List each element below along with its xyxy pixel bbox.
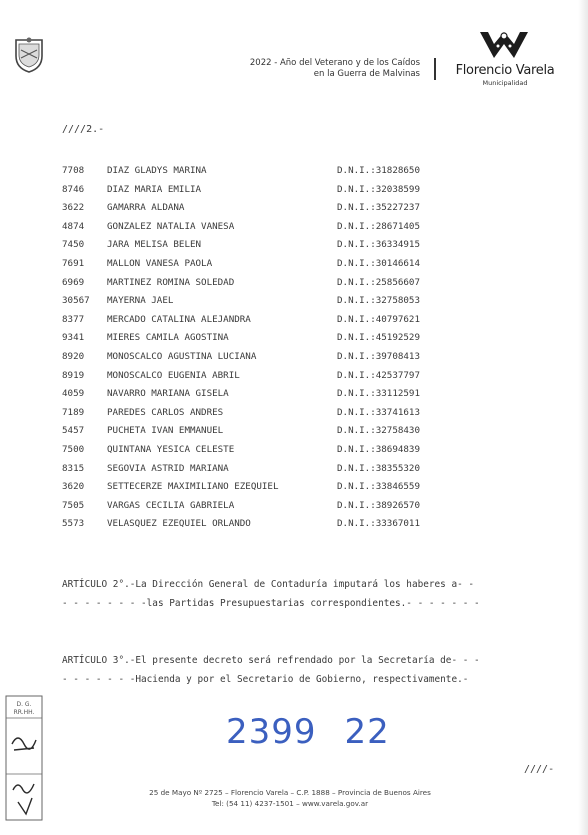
- employee-number: 4059: [62, 388, 85, 400]
- employee-dni: D.N.I.:33112591: [337, 388, 420, 400]
- stamp-line-2: RR.HH.: [13, 709, 35, 716]
- employee-name: PUCHETA IVAN EMMANUEL: [107, 425, 224, 437]
- employee-name: VELASQUEZ EZEQUIEL ORLANDO: [107, 518, 251, 530]
- page-continuation-marker: ////2.-: [62, 124, 105, 135]
- list-item: [62, 518, 452, 537]
- employee-number: 8919: [62, 369, 85, 381]
- employee-number: 7505: [62, 499, 85, 511]
- article-2-line-1: ARTÍCULO 2°.-La Dirección General de Contaduría imputará los haberes a- -: [62, 579, 475, 590]
- employee-number: 8377: [62, 313, 85, 325]
- list-item: [62, 500, 452, 519]
- hr-initials-stamp: [4, 694, 44, 824]
- list-item: [62, 239, 452, 258]
- footer: [120, 787, 460, 809]
- employee-name: MALLON VANESA PAOLA: [107, 257, 213, 269]
- employee-name: VARGAS CECILIA GABRIELA: [107, 499, 235, 511]
- employee-number: 4874: [62, 220, 85, 232]
- handwritten-initials-1: [12, 738, 36, 750]
- decree-number-stamp: [226, 712, 390, 752]
- employee-number: 7450: [62, 239, 85, 251]
- footer-address: 25 de Mayo Nº 2725 – Florencio Varela – C.P. 1888 – Provincia de Buenos Aires: [149, 788, 431, 797]
- article-2: [62, 575, 548, 613]
- employee-number: 8920: [62, 350, 85, 362]
- employee-number: 6969: [62, 276, 85, 288]
- employee-name: MERCADO CATALINA ALEJANDRA: [107, 313, 251, 325]
- employee-dni: D.N.I.:25856607: [337, 276, 420, 288]
- employee-number: 8746: [62, 183, 85, 195]
- list-item: [62, 388, 452, 407]
- slogan-line-2: en la Guerra de Malvinas: [313, 69, 420, 79]
- employee-dni: D.N.I.:39708413: [337, 350, 420, 362]
- employee-number: 3622: [62, 202, 85, 214]
- list-item: [62, 351, 452, 370]
- employee-dni: D.N.I.:32758053: [337, 295, 420, 307]
- handwritten-initials-2: [13, 784, 34, 814]
- employee-name: SEGOVIA ASTRID MARIANA: [107, 462, 229, 474]
- employee-number: 7500: [62, 443, 85, 455]
- slogan-line-1: 2022 - Año del Veterano y de los Caídos: [249, 58, 420, 68]
- continuation-marker: ////-: [524, 764, 555, 775]
- employee-dni: D.N.I.:33741613: [337, 406, 420, 418]
- employee-name: DIAZ GLADYS MARINA: [107, 165, 207, 176]
- list-item: [62, 295, 452, 314]
- article-3-line-1: ARTÍCULO 3°.-El presente decreto será refrendado por la Secretaría de- - -: [62, 655, 480, 666]
- employee-dni: D.N.I.:32758430: [337, 425, 420, 437]
- employee-name: GONZALEZ NATALIA VANESA: [107, 220, 235, 232]
- list-item: [62, 481, 452, 500]
- employee-dni: D.N.I.:42537797: [337, 369, 420, 381]
- list-item: [62, 370, 452, 389]
- employee-number: 5457: [62, 425, 85, 437]
- employee-name: DIAZ MARIA EMILIA: [107, 183, 202, 195]
- employee-number: 7708: [62, 165, 85, 176]
- brand-name: Florencio Varela: [455, 63, 555, 78]
- employee-dni: D.N.I.:28671405: [337, 220, 420, 232]
- employee-name: SETTECERZE MAXIMILIANO EZEQUIEL: [107, 481, 279, 493]
- article-3: [62, 651, 548, 689]
- employee-dni: D.N.I.:38355320: [337, 462, 420, 474]
- employee-name: MAYERNA JAEL: [107, 295, 174, 307]
- employee-dni: D.N.I.:33367011: [337, 518, 420, 530]
- list-item: [62, 184, 452, 203]
- employee-name: MONOSCALCO AGUSTINA LUCIANA: [107, 350, 257, 362]
- header-slogan: [210, 58, 420, 80]
- employee-name: MARTINEZ ROMINA SOLEDAD: [107, 276, 235, 288]
- list-item: [62, 314, 452, 333]
- employee-number: 7189: [62, 406, 85, 418]
- employee-dni: D.N.I.:32038599: [337, 183, 420, 195]
- employee-number: 3620: [62, 481, 85, 493]
- employee-dni: D.N.I.:38926570: [337, 499, 420, 511]
- list-item: [62, 202, 452, 221]
- florencio-varela-logo-icon: [476, 28, 532, 62]
- decree-year: 22: [344, 712, 390, 752]
- employee-name: PAREDES CARLOS ANDRES: [107, 406, 224, 418]
- list-item: [62, 165, 452, 184]
- employee-number: 30567: [62, 295, 90, 307]
- employee-name: GAMARRA ALDANA: [107, 202, 185, 214]
- list-item: [62, 425, 452, 444]
- employee-dni: D.N.I.:30146614: [337, 257, 420, 269]
- brand-subtitle: Municipalidad: [482, 79, 528, 87]
- employee-name: QUINTANA YESICA CELESTE: [107, 443, 235, 455]
- employee-number: 5573: [62, 518, 85, 530]
- page-edge: [578, 0, 588, 835]
- employee-dni: D.N.I.:31828650: [337, 165, 420, 176]
- employee-dni: D.N.I.:35227237: [337, 202, 420, 214]
- employee-name: MONOSCALCO EUGENIA ABRIL: [107, 369, 240, 381]
- municipal-crest-icon: [13, 36, 45, 74]
- list-item: [62, 407, 452, 426]
- personnel-list: [62, 165, 452, 537]
- decree-number: 2399: [226, 712, 317, 752]
- list-item: [62, 277, 452, 296]
- list-item: [62, 463, 452, 482]
- employee-dni: D.N.I.:33846559: [337, 481, 420, 493]
- article-3-line-2: - - - - - - -Hacienda y por el Secretario de Gobierno, respectivamente.-: [62, 674, 469, 685]
- employee-number: 7691: [62, 257, 85, 269]
- employee-name: NAVARRO MARIANA GISELA: [107, 388, 229, 400]
- list-item: [62, 258, 452, 277]
- list-item: [62, 444, 452, 463]
- footer-contact: Tel: (54 11) 4237-1501 – www.varela.gov.ar: [211, 799, 369, 808]
- employee-dni: D.N.I.:38694839: [337, 443, 420, 455]
- employee-name: MIERES CAMILA AGOSTINA: [107, 332, 229, 344]
- employee-dni: D.N.I.:45192529: [337, 332, 420, 344]
- employee-number: 8315: [62, 462, 85, 474]
- employee-number: 9341: [62, 332, 85, 344]
- list-item: [62, 332, 452, 351]
- employee-name: JARA MELISA BELEN: [107, 239, 202, 251]
- article-2-line-2: - - - - - - - -las Partidas Presupuestarias correspondientes.- - - - - - -: [62, 598, 480, 609]
- header-divider: [434, 58, 436, 80]
- employee-dni: D.N.I.:40797621: [337, 313, 420, 325]
- list-item: [62, 221, 452, 240]
- stamp-line-1: D. G.: [16, 701, 32, 708]
- employee-dni: D.N.I.:36334915: [337, 239, 420, 251]
